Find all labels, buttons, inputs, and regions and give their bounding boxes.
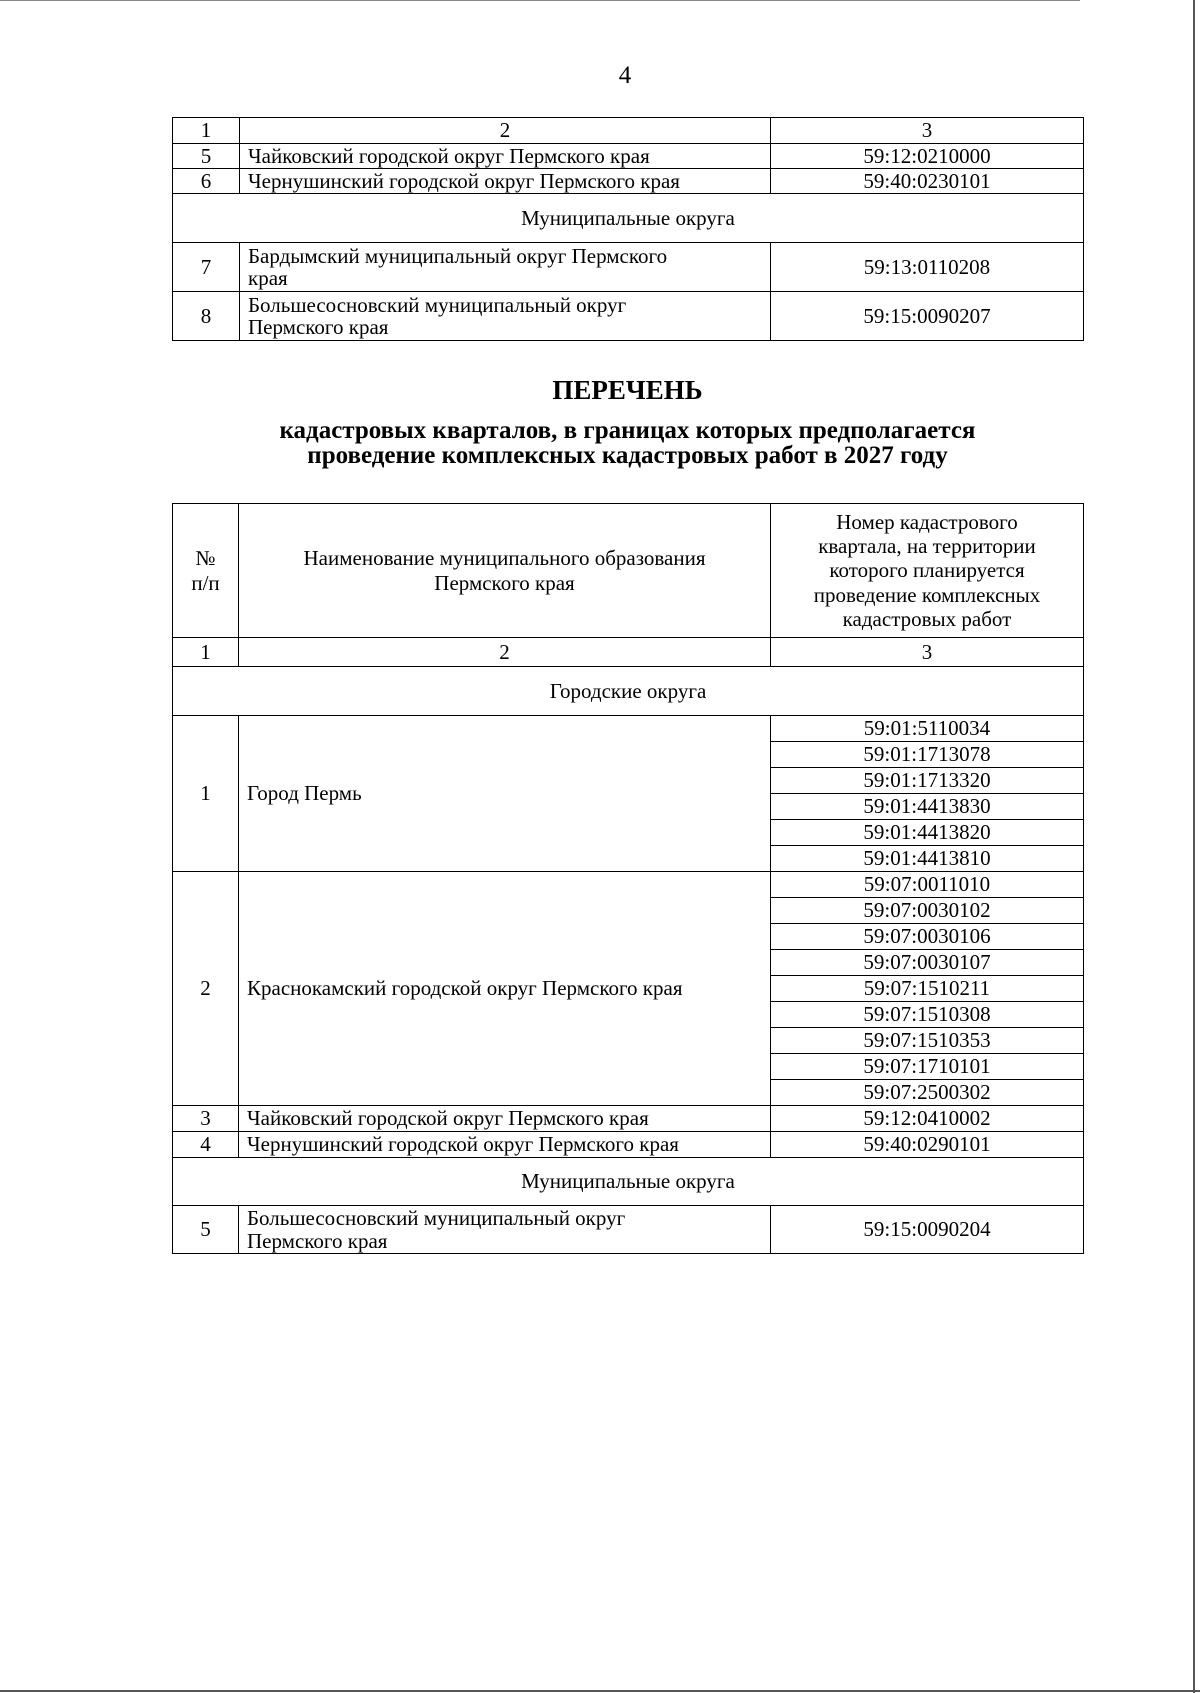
section-row [173,1158,1084,1206]
cadastral-code: 59:15:0090204 [771,1206,1084,1254]
cadastral-code: 59:40:0230101 [771,169,1084,194]
row-number: 3 [173,1106,239,1132]
municipality-name: Чайковский городской округ Пермского края [239,1106,771,1132]
table-row [173,243,1084,292]
section-row [173,194,1084,243]
municipality-name: Чернушинский городской округ Пермского края [239,1132,771,1158]
table-row [173,872,1084,898]
cadastral-code: 59:01:4413820 [771,820,1084,846]
section-title: Муниципальные округа [173,1158,1084,1206]
cadastral-code: 59:40:0290101 [771,1132,1084,1158]
row-number: 6 [173,169,240,194]
cadastral-code: 59:07:1510308 [771,1002,1084,1028]
cadastral-code: 59:01:1713078 [771,742,1084,768]
header-number [173,504,239,638]
header-line: кадастровых работ [842,606,1012,631]
row-number: 5 [173,1206,239,1254]
row-number: 5 [173,144,240,169]
section-row [173,667,1084,716]
scan-edge-top [0,0,1080,1]
section-title: Городские округа [173,667,1084,716]
header-line: п/п [191,570,220,595]
header-line: Пермского края [434,570,575,595]
table-row [173,1206,1084,1254]
cadastral-quarters-table [172,503,1084,1254]
cadastral-code: 59:12:0410002 [771,1106,1084,1132]
section-title: Муниципальные округа [173,194,1084,243]
continuation-table [172,117,1084,341]
header-row [173,504,1084,638]
municipality-name [239,1206,771,1254]
cadastral-code: 59:12:0210000 [771,144,1084,169]
name-line: Пермского края [247,1228,388,1253]
municipality-name: Краснокамский городской округ Пермского края [239,872,771,1106]
header-line: которого планируется [829,558,1025,583]
cadastral-code: 59:01:5110034 [771,716,1084,742]
cadastral-code: 59:07:0030106 [771,924,1084,950]
page-number: 4 [618,62,632,89]
column-number: 2 [240,118,771,144]
name-line: Бардымский муниципальный округ Пермского [248,243,668,268]
header-municipality [239,504,771,638]
cadastral-code: 59:07:1510211 [771,976,1084,1002]
header-line: Наименование муниципального образования [303,546,706,571]
cadastral-code: 59:01:4413810 [771,846,1084,872]
cadastral-code: 59:01:4413830 [771,794,1084,820]
table-row [173,144,1084,169]
cadastral-code: 59:07:0030107 [771,950,1084,976]
column-number-row [173,638,1084,667]
cadastral-code: 59:07:2500302 [771,1080,1084,1106]
scan-edge-bottom [0,1690,1200,1692]
column-number: 1 [173,638,239,667]
column-number: 1 [173,118,240,144]
cadastral-code: 59:01:1713320 [771,768,1084,794]
row-number: 8 [173,292,240,341]
cadastral-code: 59:07:0030102 [771,898,1084,924]
row-number: 4 [173,1132,239,1158]
list-title: ПЕРЕЧЕНЬ [552,375,703,405]
name-line: края [248,266,288,290]
subtitle-line: кадастровых кварталов, в границах которых предполагается [279,417,976,444]
row-number: 7 [173,243,240,292]
header-line: № [195,546,216,571]
column-number-row [173,118,1084,144]
name-line: Большесосновский муниципальный округ [248,292,627,317]
table-row [173,1106,1084,1132]
municipality-name [240,243,771,292]
cadastral-code: 59:07:1710101 [771,1054,1084,1080]
column-number: 3 [771,638,1084,667]
header-line: Номер кадастрового [836,510,1018,535]
name-line: Большесосновский муниципальный округ [247,1206,626,1231]
header-line: проведение комплексных [813,582,1041,607]
cadastral-code: 59:07:0011010 [771,872,1084,898]
name-line: Пермского края [248,315,389,339]
table-row [173,169,1084,194]
cadastral-code: 59:07:1510353 [771,1028,1084,1054]
cadastral-code: 59:13:0110208 [771,243,1084,292]
column-number: 3 [771,118,1084,144]
cadastral-code: 59:15:0090207 [771,292,1084,341]
table-row [173,716,1084,742]
subtitle-line: проведение комплексных кадастровых работ в 2027 году [307,442,948,469]
scan-edge-right [1193,0,1195,1693]
column-number: 2 [239,638,771,667]
header-line: квартала, на территории [818,534,1036,559]
header-cadastral-quarter [771,504,1084,638]
table-row [173,1132,1084,1158]
row-number: 1 [173,716,239,872]
municipality-name [240,292,771,341]
municipality-name: Город Пермь [239,716,771,872]
row-number: 2 [173,872,239,1106]
list-subtitle [172,418,1083,468]
table-row [173,292,1084,341]
municipality-name: Чайковский городской округ Пермского края [240,144,771,169]
municipality-name: Чернушинский городской округ Пермского края [240,169,771,194]
